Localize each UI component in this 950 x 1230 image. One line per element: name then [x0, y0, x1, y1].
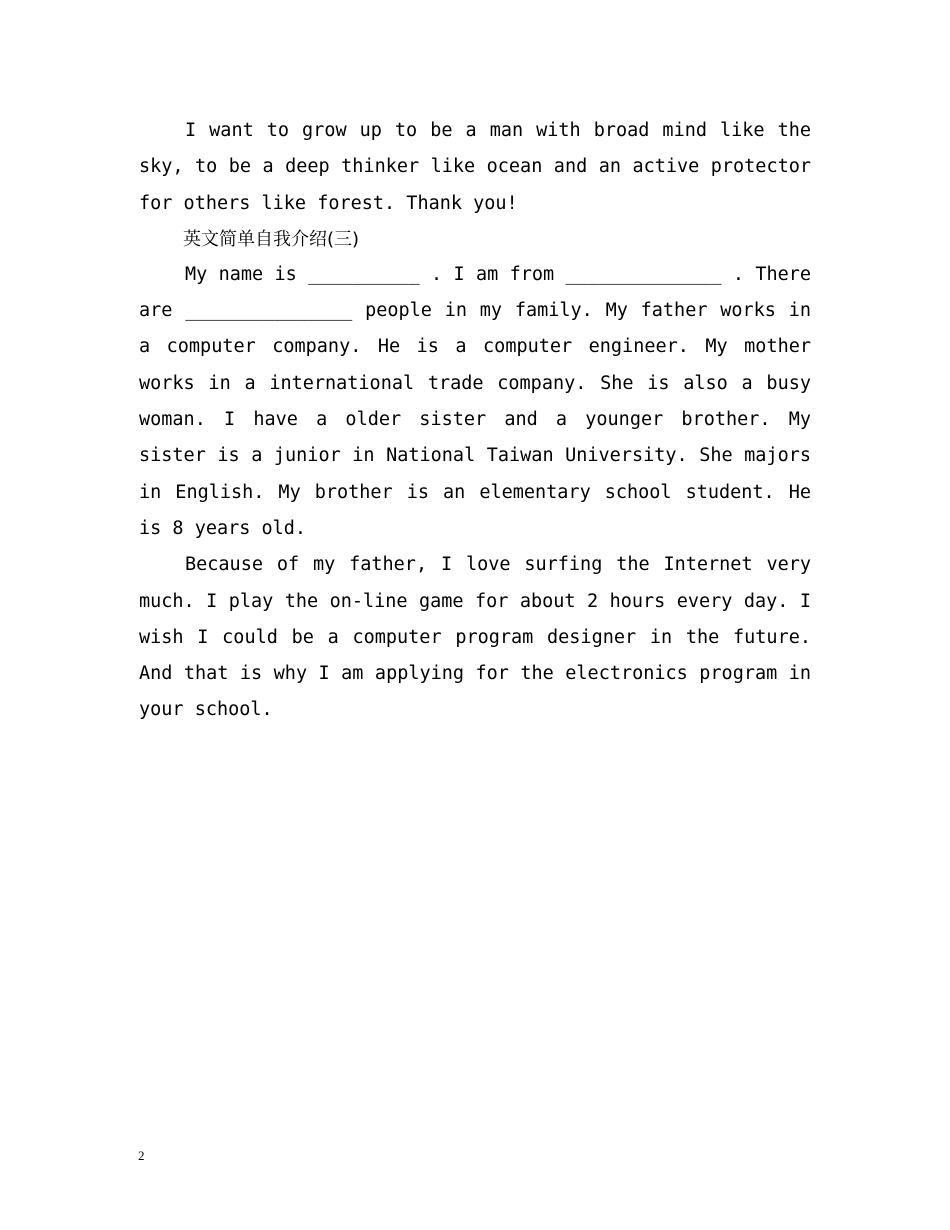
paragraph-closing: I want to grow up to be a man with broad mind like the sky, to be a deep thinker like ocean and an active protector for others like forest. Thank you! — [139, 120, 811, 214]
document-body — [139, 113, 811, 729]
page-number: 2 — [138, 1148, 145, 1163]
intro-text-from: . I am from — [430, 263, 555, 285]
blank-name: __________ — [308, 263, 420, 285]
intro-text-family: people in my family. My father works in a computer company. He is a computer engineer. My mother works in a international trade company. She is also a busy woman. I have a older sister and a younger brother. My sister is a junior in National Taiwan University. She majors in English. My brother is an elementary school student. He is 8 years old. — [139, 300, 812, 539]
blank-family-size: _______________ — [185, 300, 353, 322]
paragraph-interests: Because of my father, I love surfing the Internet very much. I play the on-line game for about 2 hours every day. I wish I could be a computer program designer in the future. And that is why I am applying for the electronics program in your school. — [139, 554, 811, 721]
intro-text-name: My name is — [185, 263, 297, 285]
intro-text-there-are: . There are — [139, 263, 812, 322]
paragraph-introduction — [139, 257, 811, 547]
section-heading: 英文简单自我介绍(三) — [183, 228, 360, 250]
blank-hometown: ______________ — [565, 263, 722, 285]
